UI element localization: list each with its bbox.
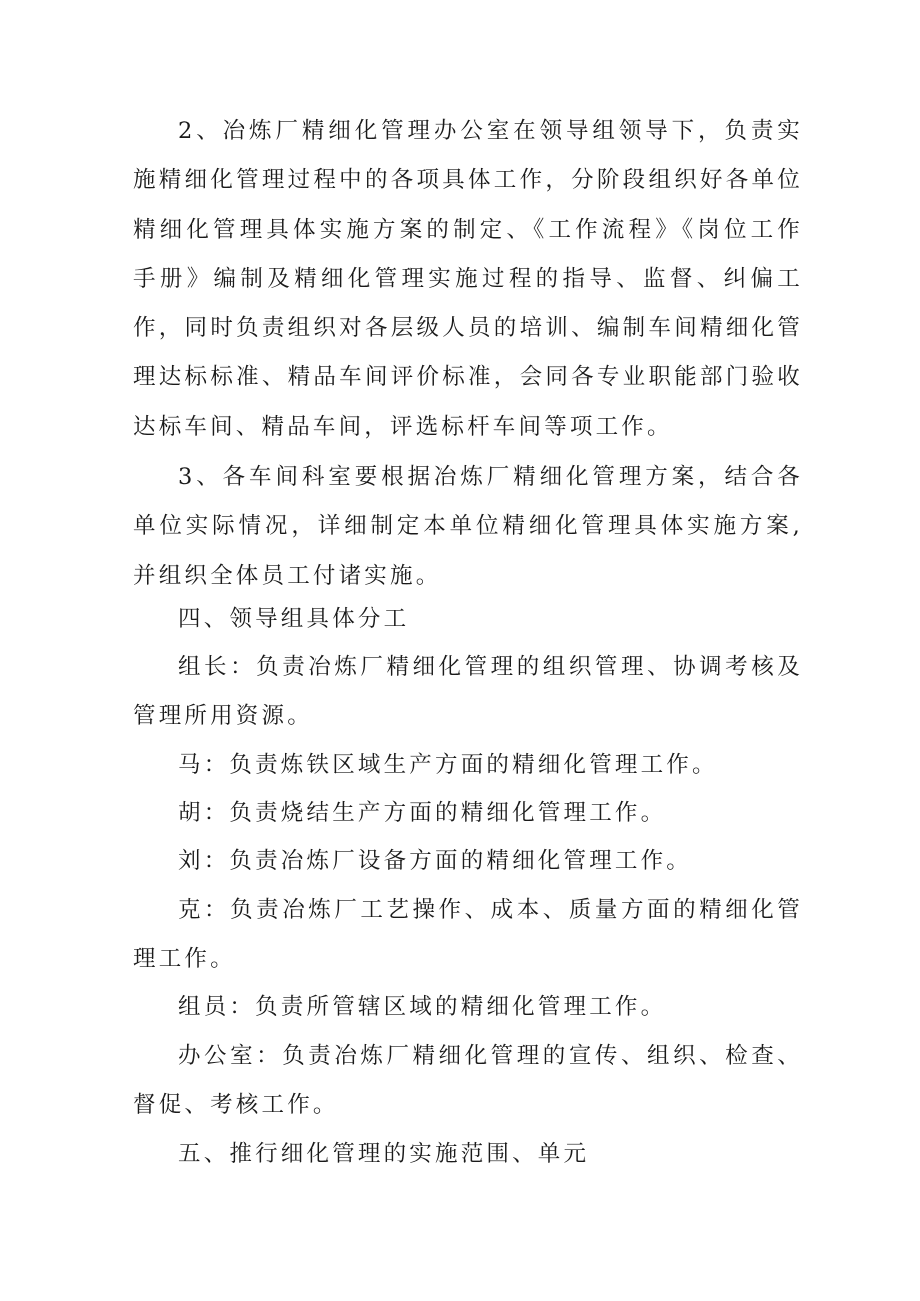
paragraph-liu: 刘：负责冶炼厂设备方面的精细化管理工作。 (178, 848, 693, 874)
paragraph-members: 组员：负责所管辖区域的精细化管理工作。 (178, 994, 667, 1020)
section-heading-leadership-division: 四、领导组具体分工 (178, 606, 410, 632)
paragraph-team-leader: 组长：负责冶炼厂精细化管理的组织管理、协调考核及管理所用资源。 (133, 654, 803, 730)
paragraph-workshop-duties: 3、各车间科室要根据冶炼厂精细化管理方案，结合各单位实际情况，详细制定本单位精细化管理具体实施方案,并组织全体员工付诸实施。 (133, 464, 803, 589)
paragraph-ke: 克：负责冶炼厂工艺操作、成本、质量方面的精细化管理工作。 (133, 897, 803, 973)
section-heading-scope: 五、推行细化管理的实施范围、单元 (178, 1141, 590, 1167)
paragraph-hu: 胡：负责烧结生产方面的精细化管理工作。 (178, 800, 667, 826)
paragraph-ma: 马：负责炼铁区域生产方面的精细化管理工作。 (178, 752, 718, 778)
paragraph-office: 办公室：负责冶炼厂精细化管理的宣传、组织、检查、督促、考核工作。 (133, 1043, 803, 1119)
paragraph-office-duties: 2、冶炼厂精细化管理办公室在领导组领导下，负责实施精细化管理过程中的各项具体工作，分阶段组织好各单位精细化管理具体实施方案的制定、《工作流程》《岗位工作手册》编制及精细化管理实施过程的指导、监督、纠偏工作，同时负责组织对各层级人员的培训、编制车间精细化管理达标标准、精品车间评价标准，会同各专业职能部门验收达标车间、精品车间，评选标杆车间等项工作。 (133, 118, 803, 440)
